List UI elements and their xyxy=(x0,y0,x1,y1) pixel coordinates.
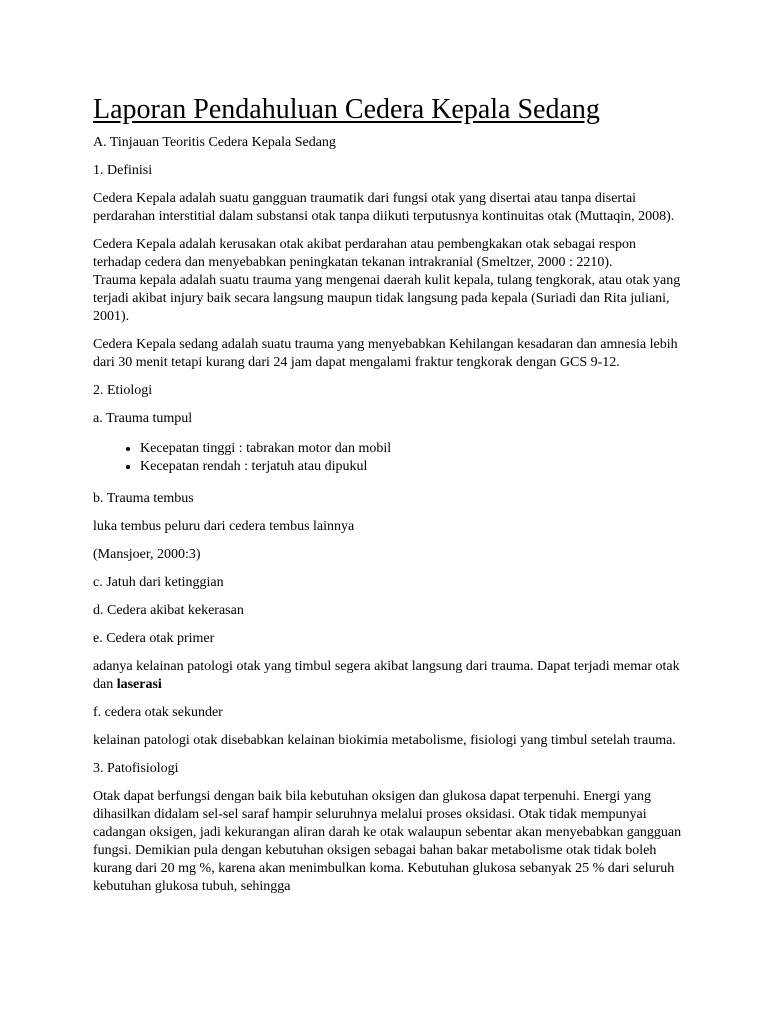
heading-definisi: 1. Definisi xyxy=(93,163,153,178)
etiologi-text: luka tembus peluru dari cedera tembus lainnya xyxy=(93,519,355,534)
definition-paragraph: Cedera Kepala sedang adalah suatu trauma yang menyebabkan Kehilangan kesadaran dan amnesia lebih dari 30 menit tetapi kurang dari 24 jam dapat mengalami fraktur tengkorak dengan GCS 9-12. xyxy=(93,337,678,370)
document-body xyxy=(93,134,683,906)
etiologi-item-c: c. Jatuh dari ketinggian xyxy=(93,575,224,590)
bullet-list xyxy=(93,440,683,476)
heading-etiologi: 2. Etiologi xyxy=(93,383,153,398)
etiologi-item-f: f. cedera otak sekunder xyxy=(93,705,223,720)
document-title: Laporan Pendahuluan Cedera Kepala Sedang xyxy=(93,94,600,125)
definition-sentence: Trauma kepala adalah suatu trauma yang mengenai daerah kulit kepala, tulang tengkorak, atau otak yang terjadi akibat injury baik secara langsung maupun tidak langsung pada kepala (Suriadi dan Rita juliani, 2001). xyxy=(93,273,681,324)
etiologi-item-d: d. Cedera akibat kekerasan xyxy=(93,603,244,618)
heading-patofisiologi: 3. Patofisiologi xyxy=(93,761,179,776)
etiologi-text xyxy=(93,658,683,694)
definition-paragraph xyxy=(93,236,683,326)
list-item: • Kecepatan rendah : terjatuh atau dipukul xyxy=(140,458,683,476)
section-heading: A. Tinjauan Teoritis Cedera Kepala Sedang xyxy=(93,135,336,150)
etiologi-item-b: b. Trauma tembus xyxy=(93,491,194,506)
bold-term: laserasi xyxy=(116,677,162,692)
etiologi-text-span: adanya kelainan patologi otak yang timbul segera akibat langsung dari trauma. Dapat terjadi memar otak dan xyxy=(93,659,680,692)
patofisiologi-paragraph: Otak dapat berfungsi dengan baik bila kebutuhan oksigen dan glukosa dapat terpenuhi. Energi yang dihasilkan didalam sel-sel saraf hampir seluruhnya melalui proses oksidasi. Otak tidak mempunyai cadangan oksigen, jadi kekurangan aliran darah ke otak walaupun sebentar akan menyebabkan gangguan fungsi. Demikian pula dengan kebutuhan oksigen sebagai bahan bakar metabolisme otak tidak boleh kurang dari 20 mg %, karena akan menimbulkan koma. Kebutuhan glukosa sebanyak 25 % dari seluruh kebutuhan glukosa tubuh, sehingga xyxy=(93,789,682,894)
etiologi-item-e: e. Cedera otak primer xyxy=(93,631,215,646)
etiologi-text: kelainan patologi otak disebabkan kelainan biokimia metabolisme, fisiologi yang timbul setelah trauma. xyxy=(93,733,676,748)
definition-paragraph: Cedera Kepala adalah suatu gangguan traumatik dari fungsi otak yang disertai atau tanpa disertai perdarahan interstitial dalam substansi otak tanpa diikuti terputusnya kontinuitas otak (Muttaqin, 2008). xyxy=(93,191,675,224)
list-item: • Kecepatan tinggi : tabrakan motor dan mobil xyxy=(140,440,683,458)
citation: (Mansjoer, 2000:3) xyxy=(93,547,201,562)
definition-sentence: Cedera Kepala adalah kerusakan otak akibat perdarahan atau pembengkakan otak sebagai respon terhadap cedera dan menyebabkan peningkatan tekanan intrakranial (Smeltzer, 2000 : 2210). xyxy=(93,237,637,270)
etiologi-item-a: a. Trauma tumpul xyxy=(93,411,193,426)
